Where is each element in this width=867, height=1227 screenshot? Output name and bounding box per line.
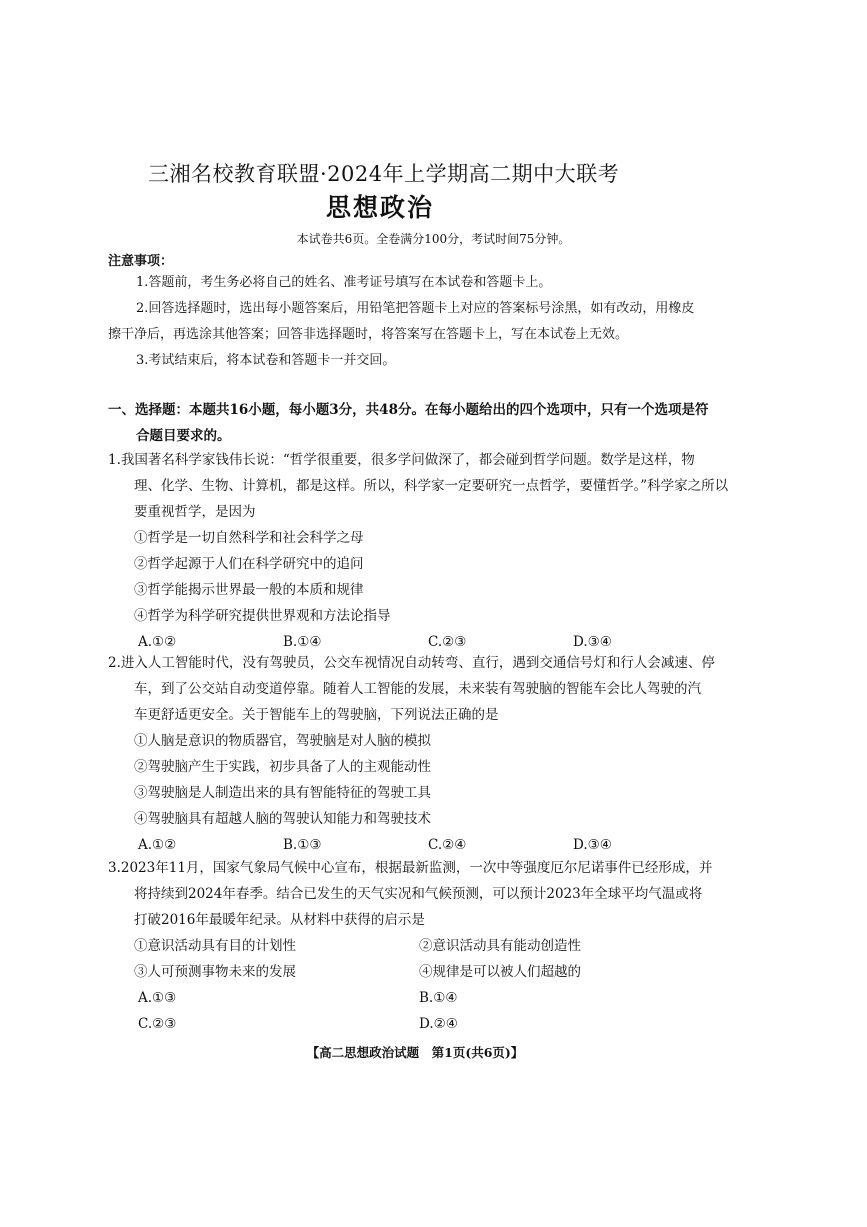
statement: ③人可预测事物未来的发展	[134, 964, 296, 980]
question-stem: 1.我国著名科学家钱伟长说：“哲学很重要，很多学问做深了，都会碰到哲学问题。数学是这样，物	[108, 452, 695, 468]
choice-d: D.②④	[419, 1016, 458, 1032]
choice-b: B.①③	[283, 837, 322, 853]
choice-c: C.②④	[428, 837, 467, 853]
exam-title: 三湘名校教育联盟·2024年上学期高二期中大联考	[148, 162, 620, 186]
notice-item: 3.考试结束后，将本试卷和答题卡一并交回。	[136, 353, 396, 368]
question-stem: 将持续到2024年春季。结合已发生的天气实况和气候预测，可以预计2023年全球平均气温或将	[134, 886, 703, 902]
question-stem: 2.进入人工智能时代，没有驾驶员，公交车视情况自动转弯、直行，遇到交通信号灯和行人会减速、停	[108, 655, 715, 671]
statement: ①意识活动具有目的计划性	[134, 938, 296, 954]
choice-a: A.①③	[138, 990, 177, 1006]
notice-item: 1.答题前，考生务必将自己的姓名、准考证号填写在本试卷和答题卡上。	[136, 275, 552, 290]
question-stem: 要重视哲学，是因为	[134, 504, 256, 520]
question-stem: 理、化学、生物、计算机，都是这样。所以，科学家一定要研究一点哲学，要懂哲学。”科学家之所以	[134, 478, 729, 494]
notice-list	[108, 270, 728, 374]
question-stem: 车更舒适更安全。关于智能车上的驾驶脑，下列说法正确的是	[134, 707, 499, 723]
notice-item: 擦干净后，再选涂其他答案；回答非选择题时，将答案写在答题卡上，写在本试卷上无效。	[108, 327, 629, 342]
statement: ④规律是可以被人们超越的	[419, 964, 581, 980]
subject-title: 思想政治	[325, 193, 434, 222]
choice-row	[108, 985, 730, 1011]
statement: ④哲学为科学研究提供世界观和方法论指导	[134, 608, 391, 624]
statement: ②哲学起源于人们在科学研究中的追问	[134, 556, 364, 572]
statement-row	[108, 959, 730, 985]
choice-d: D.③④	[573, 837, 612, 853]
section-line: 合题目要求的。	[136, 428, 231, 444]
choice-a: A.①②	[138, 837, 177, 853]
section-heading	[108, 397, 728, 449]
question-3	[108, 855, 730, 1037]
choice-a: A.①②	[138, 634, 177, 650]
choice-c: C.②③	[138, 1016, 177, 1032]
statement: ②意识活动具有能动创造性	[419, 938, 581, 954]
question-1	[108, 447, 730, 655]
statement: ①人脑是意识的物质器官，驾驶脑是对人脑的模拟	[134, 733, 431, 749]
choice-b: B.①④	[419, 990, 458, 1006]
question-stem: 打破2016年最暖年纪录。从材料中获得的启示是	[134, 912, 425, 928]
choice-c: C.②③	[428, 634, 467, 650]
choice-row	[108, 1011, 730, 1037]
statement: ①哲学是一切自然科学和社会科学之母	[134, 530, 364, 546]
choice-b: B.①④	[283, 634, 322, 650]
question-stem: 车，到了公交站自动变道停靠。随着人工智能的发展，未来装有驾驶脑的智能车会比人驾驶的汽	[134, 681, 701, 697]
statement: ③哲学能揭示世界最一般的本质和规律	[134, 582, 364, 598]
statement: ③驾驶脑是人制造出来的具有智能特征的驾驶工具	[134, 785, 431, 801]
statement: ④驾驶脑具有超越人脑的驾驶认知能力和驾驶技术	[134, 811, 431, 827]
statement-row	[108, 933, 730, 959]
question-stem: 3.2023年11月，国家气象局气候中心宣布，根据最新监测，一次中等强度厄尔尼诺事件已经形成，并	[108, 860, 713, 876]
section-line: 一、选择题：本题共16小题，每小题3分，共48分。在每小题给出的四个选项中，只有一个选项是符	[108, 402, 709, 418]
notice-heading: 注意事项：	[108, 254, 174, 269]
notice-item: 2.回答选择题时，选出每小题答案后，用铅笔把答题卡上对应的答案标号涂黑，如有改动，用橡皮	[136, 301, 695, 316]
choice-d: D.③④	[573, 634, 612, 650]
question-2	[108, 650, 730, 858]
exam-info: 本试卷共6页。全卷满分100分，考试时间75分钟。	[296, 232, 571, 246]
page-footer: 【高二思想政治试题 第1页(共6页)】	[306, 1045, 524, 1060]
statement: ②驾驶脑产生于实践，初步具备了人的主观能动性	[134, 759, 431, 775]
